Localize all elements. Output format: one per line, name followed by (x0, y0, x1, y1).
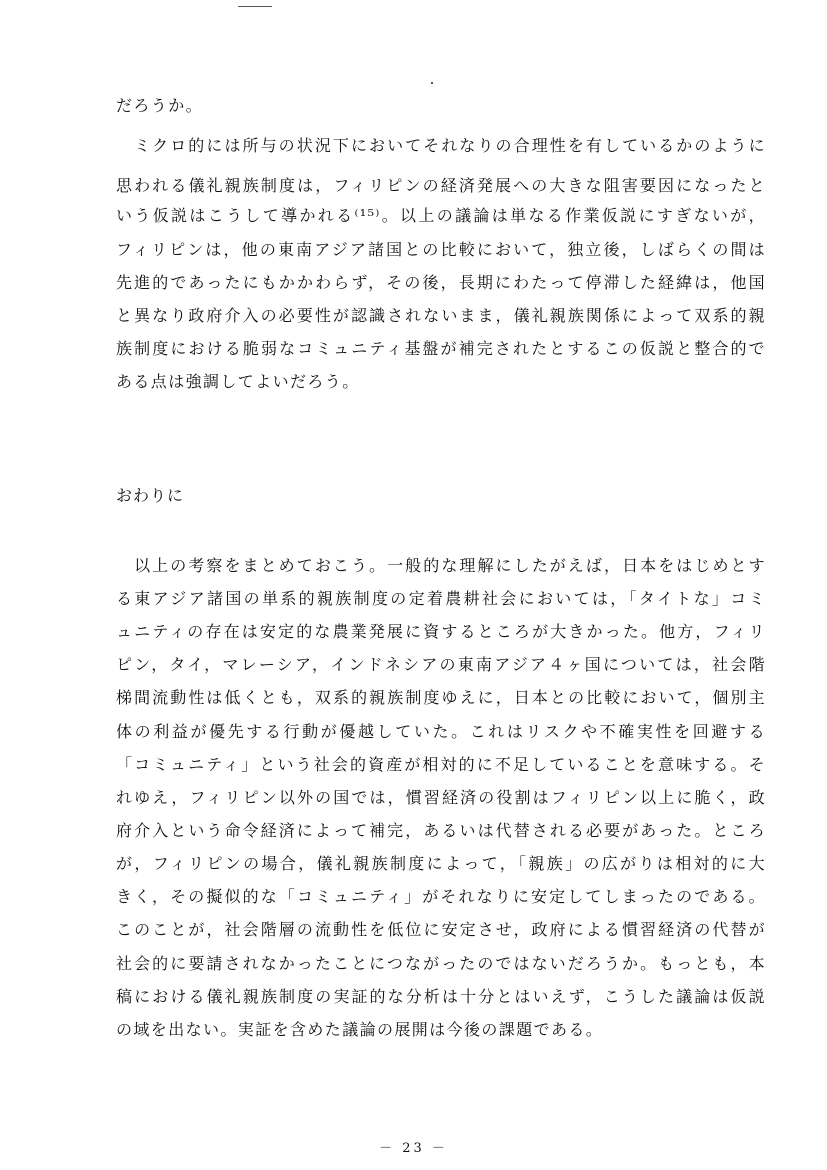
text-line: いう仮説はこうして導かれる⁽¹⁵⁾。以上の議論は単なる作業仮説にすぎないが， (116, 206, 766, 225)
text-line: 府介入という命令経済によって補完，あるいは代替される必要があった。ところ (116, 821, 766, 840)
text-line: 先進的であったにもかかわらず，その後，長期にわたって停滞した経緯は，他国 (116, 273, 766, 292)
text-line: 稿における儀礼親族制度の実証的な分析は十分とはいえず，こうした議論は仮説 (116, 987, 766, 1006)
text-line: ある点は強調してよいだろう。 (116, 372, 360, 391)
text-line: 族制度における脆弱なコミュニティ基盤が補完されたとするこの仮説と整合的で (116, 339, 766, 358)
page-number: － 23 － (379, 1141, 448, 1156)
text-line: ピン，タイ，マレーシア，インドネシアの東南アジア４ヶ国については，社会階 (116, 655, 766, 674)
scan-artifact-top (238, 6, 272, 7)
text-line: ュニティの存在は安定的な農業発展に資するところが大きかった。他方，フィリ (116, 622, 766, 641)
text-line: きく，その擬似的な「コミュニティ」がそれなりに安定してしまったのである。 (116, 887, 766, 906)
text-line: 思われる儀礼親族制度は，フィリピンの経済発展への大きな阻害要因になったと (116, 176, 766, 195)
text-line: 「コミュニティ」という社会的資産が相対的に不足していることを意味する。そ (116, 755, 766, 774)
text-line: と異なり政府介入の必要性が認識されないまま，儀礼親族関係によって双系的親 (116, 306, 766, 325)
text-line: 梯間流動性は低くとも，双系的親族制度ゆえに，日本との比較において，個別主 (116, 688, 766, 707)
text-line: フィリピンは，他の東南アジア諸国との比較において，独立後，しばらくの間は (116, 240, 766, 259)
text-line: 以上の考察をまとめておこう。一般的な理解にしたがえば，日本をはじめとす (116, 556, 766, 575)
text-line: の域を出ない。実証を含めた議論の展開は今後の課題である。 (116, 1020, 604, 1039)
text-line: だろうか。 (116, 96, 204, 115)
text-line: このことが，社会階層の流動性を低位に安定させ，政府による慣習経済の代替が (116, 920, 766, 939)
text-line: る東アジア諸国の単系的親族制度の定着農耕社会においては，「タイトな」コミ (116, 589, 766, 608)
text-line: れゆえ，フィリピン以外の国では，慣習経済の役割はフィリピン以上に脆く，政 (116, 788, 766, 807)
scan-artifact-dot (431, 82, 433, 84)
text-line: 体の利益が優先する行動が優越していた。これはリスクや不確実性を回避する (116, 722, 766, 741)
text-line: ミクロ的には所与の状況下においてそれなりの合理性を有しているかのように (116, 136, 766, 155)
section-heading: おわりに (116, 486, 185, 505)
text-line: が，フィリピンの場合，儀礼親族制度によって，「親族」の広がりは相対的に大 (116, 854, 766, 873)
text-line: 社会的に要請されなかったことにつながったのではないだろうか。もっとも，本 (116, 954, 766, 973)
